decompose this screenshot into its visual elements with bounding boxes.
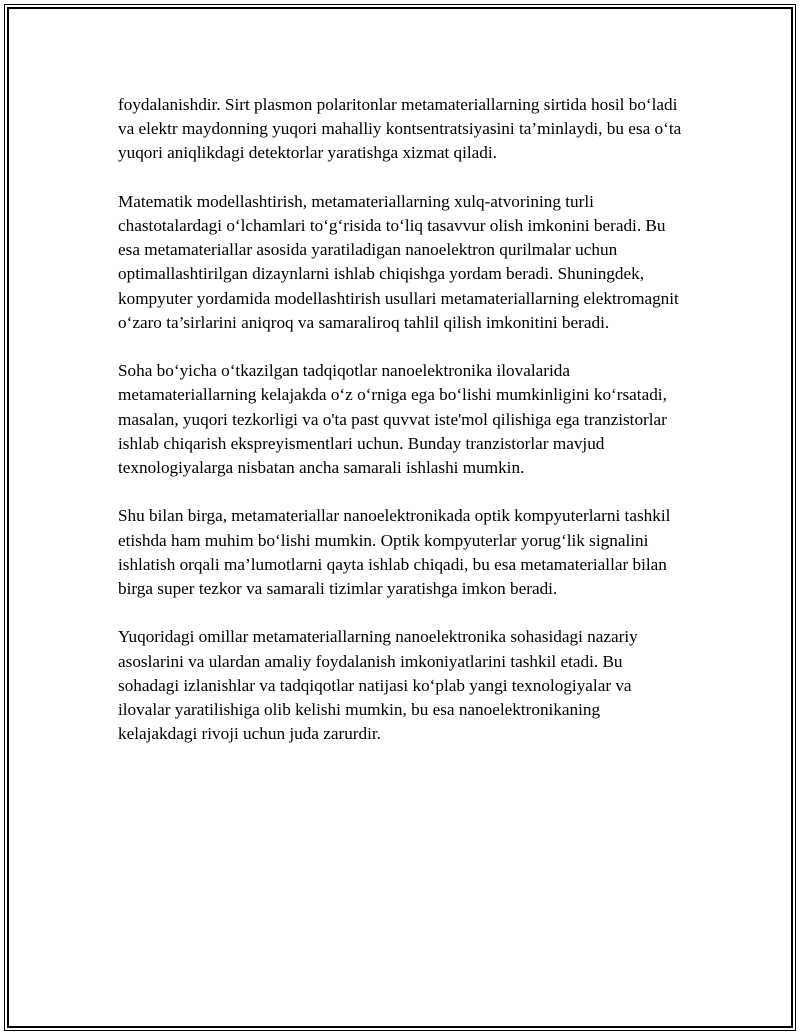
paragraph: foydalanishdir. Sirt plasmon polaritonlar metamateriallarning sirtida hosil bo‘ladi va elektr maydonning yuqori mahalliy kontsentratsiyasini ta’minlaydi, bu esa o‘ta yuqori aniqlikdagi detektorlar yaratishga xizmat qiladi. [118, 95, 682, 163]
paragraph: Yuqoridagi omillar metamateriallarning nanoelektronika sohasidagi nazariy asoslarini va ulardan amaliy foydalanish imkoniyatlarini tashkil etadi. Bu sohadagi izlanishlar va tadqiqotlar natijasi ko‘plab yangi texnologiyalar va ilovalar yaratilishiga olib kelishi mumkin, bu esa nanoelektronikaning kelajakdagi rivoji uchun juda zarurdir. [118, 627, 638, 744]
document-body [118, 93, 682, 771]
paragraph: Matematik modellashtirish, metamateriallarning xulq-atvorining turli chastotalardagi o‘lchamlari to‘g‘risida to‘liq tasavvur olish imkonini beradi. Bu esa metamateriallar asosida yaratiladigan nanoelektron qurilmalar uchun optimallashtirilgan dizaynlarni ishlab chiqishga yordam beradi. Shuningdek, kompyuter yordamida modellashtirish usullari metamateriallarning elektromagnit o‘zaro ta’sirlarini aniqroq va samaraliroq tahlil qilish imkonitini beradi. [118, 191, 679, 332]
paragraph: Shu bilan birga, metamateriallar nanoelektronikada optik kompyuterlarni tashkil etishda ham muhim bo‘lishi mumkin. Optik kompyuterlar yorug‘lik signalini ishlatish orqali ma’lumotlarni qayta ishlab chiqadi, bu esa metamateriallar bilan birga super tezkor va samarali tizimlar yaratishga imkon beradi. [118, 506, 671, 599]
paragraph: Soha bo‘yicha o‘tkazilgan tadqiqotlar nanoelektronika ilovalarida metamateriallarning kelajakda o‘z o‘rniga ega bo‘lishi mumkinligini ko‘rsatadi, masalan, yuqori tezkorligi va o'ta past quvvat iste'mol qilishiga ega tranzistorlar ishlab chiqarish ekspreyismentlari uchun. Bunday tranzistorlar mavjud texnologiyalarga nisbatan ancha samarali ishlashi mumkin. [118, 361, 667, 478]
